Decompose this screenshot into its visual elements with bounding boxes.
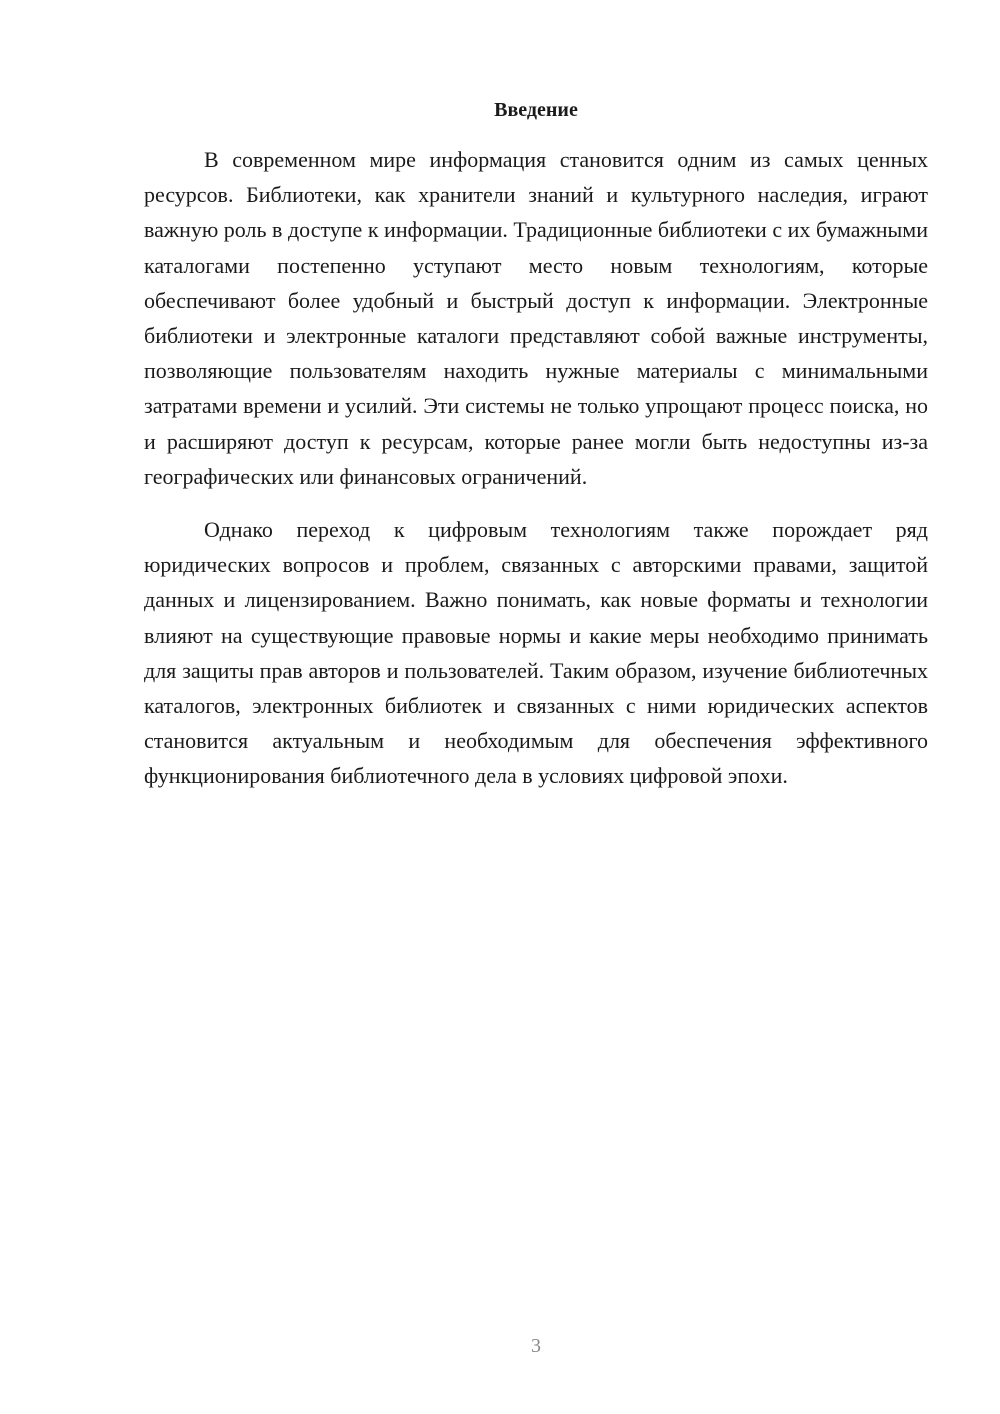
section-title: Введение — [494, 99, 578, 121]
paragraph-1: В современном мире информация становится одним из самых ценных ресурсов. Библиотеки, как хранители знаний и культурного наследия, играют важную роль в доступе к информации. Традиционные библиотеки с их бумажными каталогами постепенно уступают место новым технологиям, которые обеспечивают более удобный и быстрый доступ к информации. Электронные библиотеки и электронные каталоги представляют собой важные инструменты, позволяющие пользователям находить нужные материалы с минимальными затратами времени и усилий. Эти системы не только упрощают процесс поиска, но и расширяют доступ к ресурсам, которые ранее могли быть недоступны из-за географических или финансовых ограничений. — [144, 147, 928, 489]
page-number: 3 — [531, 1335, 541, 1357]
body-text — [144, 142, 928, 812]
paragraph-2: Однако переход к цифровым технологиям также порождает ряд юридических вопросов и проблем, связанных с авторскими правами, защитой данных и лицензированием. Важно понимать, как новые форматы и технологии влияют на существующие правовые нормы и какие меры необходимо принимать для защиты прав авторов и пользователей. Таким образом, изучение библиотечных каталогов, электронных библиотек и связанных с ними юридических аспектов становится актуальным и необходимым для обеспечения эффективного функционирования библиотечного дела в условиях цифровой эпохи. — [144, 517, 928, 789]
